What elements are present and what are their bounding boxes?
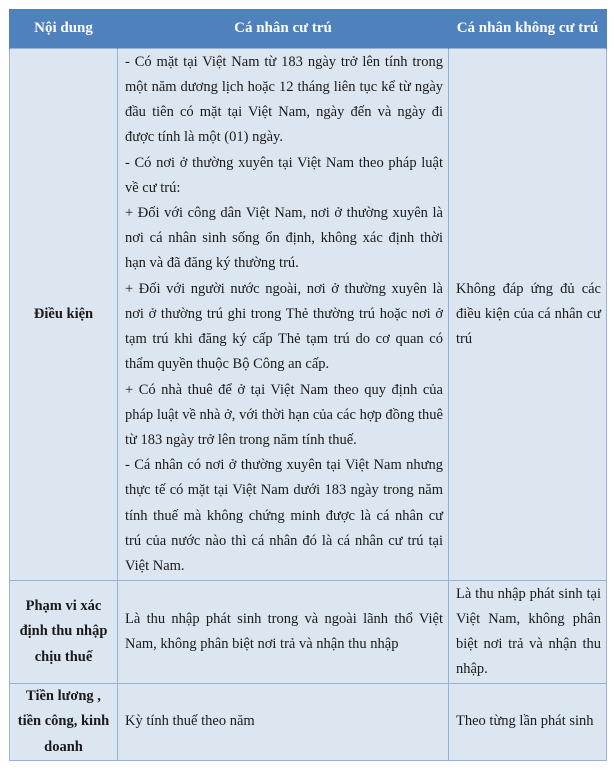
non-resident-scope-cell: Là thu nhập phát sinh tại Việt Nam, không phân biệt nơi trả và nhận thu nhập. bbox=[449, 581, 607, 684]
row-label: Điều kiện bbox=[10, 49, 118, 581]
table-row-taxable-scope bbox=[10, 581, 607, 684]
header-resident: Cá nhân cư trú bbox=[118, 9, 449, 49]
scope-text: Là thu nhập phát sinh trong và ngoài lãnh thổ Việt Nam, không phân biệt nơi trả và nhận thu nhập bbox=[125, 610, 443, 652]
table-row-salary-business bbox=[10, 684, 607, 761]
condition-paragraph: + Đối với người nước ngoài, nơi ở thường xuyên là nơi ở thường trú ghi trong Thẻ thường trú hoặc nơi ở tạm trú khi đăng ký cấp Thẻ tạm trú do cơ quan có thẩm quyền thuộc Bộ Công an cấp. bbox=[125, 280, 443, 373]
condition-paragraph: - Có mặt tại Việt Nam từ 183 ngày trở lên tính trong một năm dương lịch hoặc 12 tháng liên tục kể từ ngày đầu tiên có mặt tại Việt Nam, ngày đến và ngày đi được tính là một (01) ngày. bbox=[125, 53, 443, 146]
resident-period-cell bbox=[118, 684, 449, 761]
resident-conditions-cell bbox=[118, 49, 449, 581]
header-content: Nội dung bbox=[10, 9, 118, 49]
non-resident-period-cell: Theo từng lần phát sinh bbox=[449, 684, 607, 761]
condition-paragraph: - Có nơi ở thường xuyên tại Việt Nam theo pháp luật về cư trú: bbox=[125, 154, 443, 196]
non-resident-conditions-cell: Không đáp ứng đủ các điều kiện của cá nhân cư trú bbox=[449, 49, 607, 581]
condition-paragraph: + Có nhà thuê để ở tại Việt Nam theo quy định của pháp luật về nhà ở, với thời hạn của các hợp đồng thuê từ 183 ngày trở lên trong năm tính thuế. bbox=[125, 381, 443, 448]
table-row-conditions bbox=[10, 49, 607, 581]
condition-paragraph: + Đối với công dân Việt Nam, nơi ở thường xuyên là nơi cá nhân sinh sống ổn định, không xác định thời hạn và đã đăng ký thường trú. bbox=[125, 205, 443, 272]
header-non-resident: Cá nhân không cư trú bbox=[449, 9, 607, 49]
row-label: Tiền lương , tiền công, kinh doanh bbox=[10, 684, 118, 761]
period-text: Kỳ tính thuế theo năm bbox=[125, 713, 255, 730]
resident-comparison-table bbox=[9, 9, 607, 761]
row-label: Phạm vi xác định thu nhập chịu thuế bbox=[10, 581, 118, 684]
resident-scope-cell bbox=[118, 581, 449, 684]
table-header-row bbox=[10, 9, 607, 49]
condition-paragraph: - Cá nhân có nơi ở thường xuyên tại Việt Nam nhưng thực tế có mặt tại Việt Nam dưới 183 ngày trong năm tính thuế mà không chứng minh được là cá nhân cư trú của nước nào thì cá nhân đó là cá nhân cư trú tại Việt Nam. bbox=[125, 457, 443, 574]
